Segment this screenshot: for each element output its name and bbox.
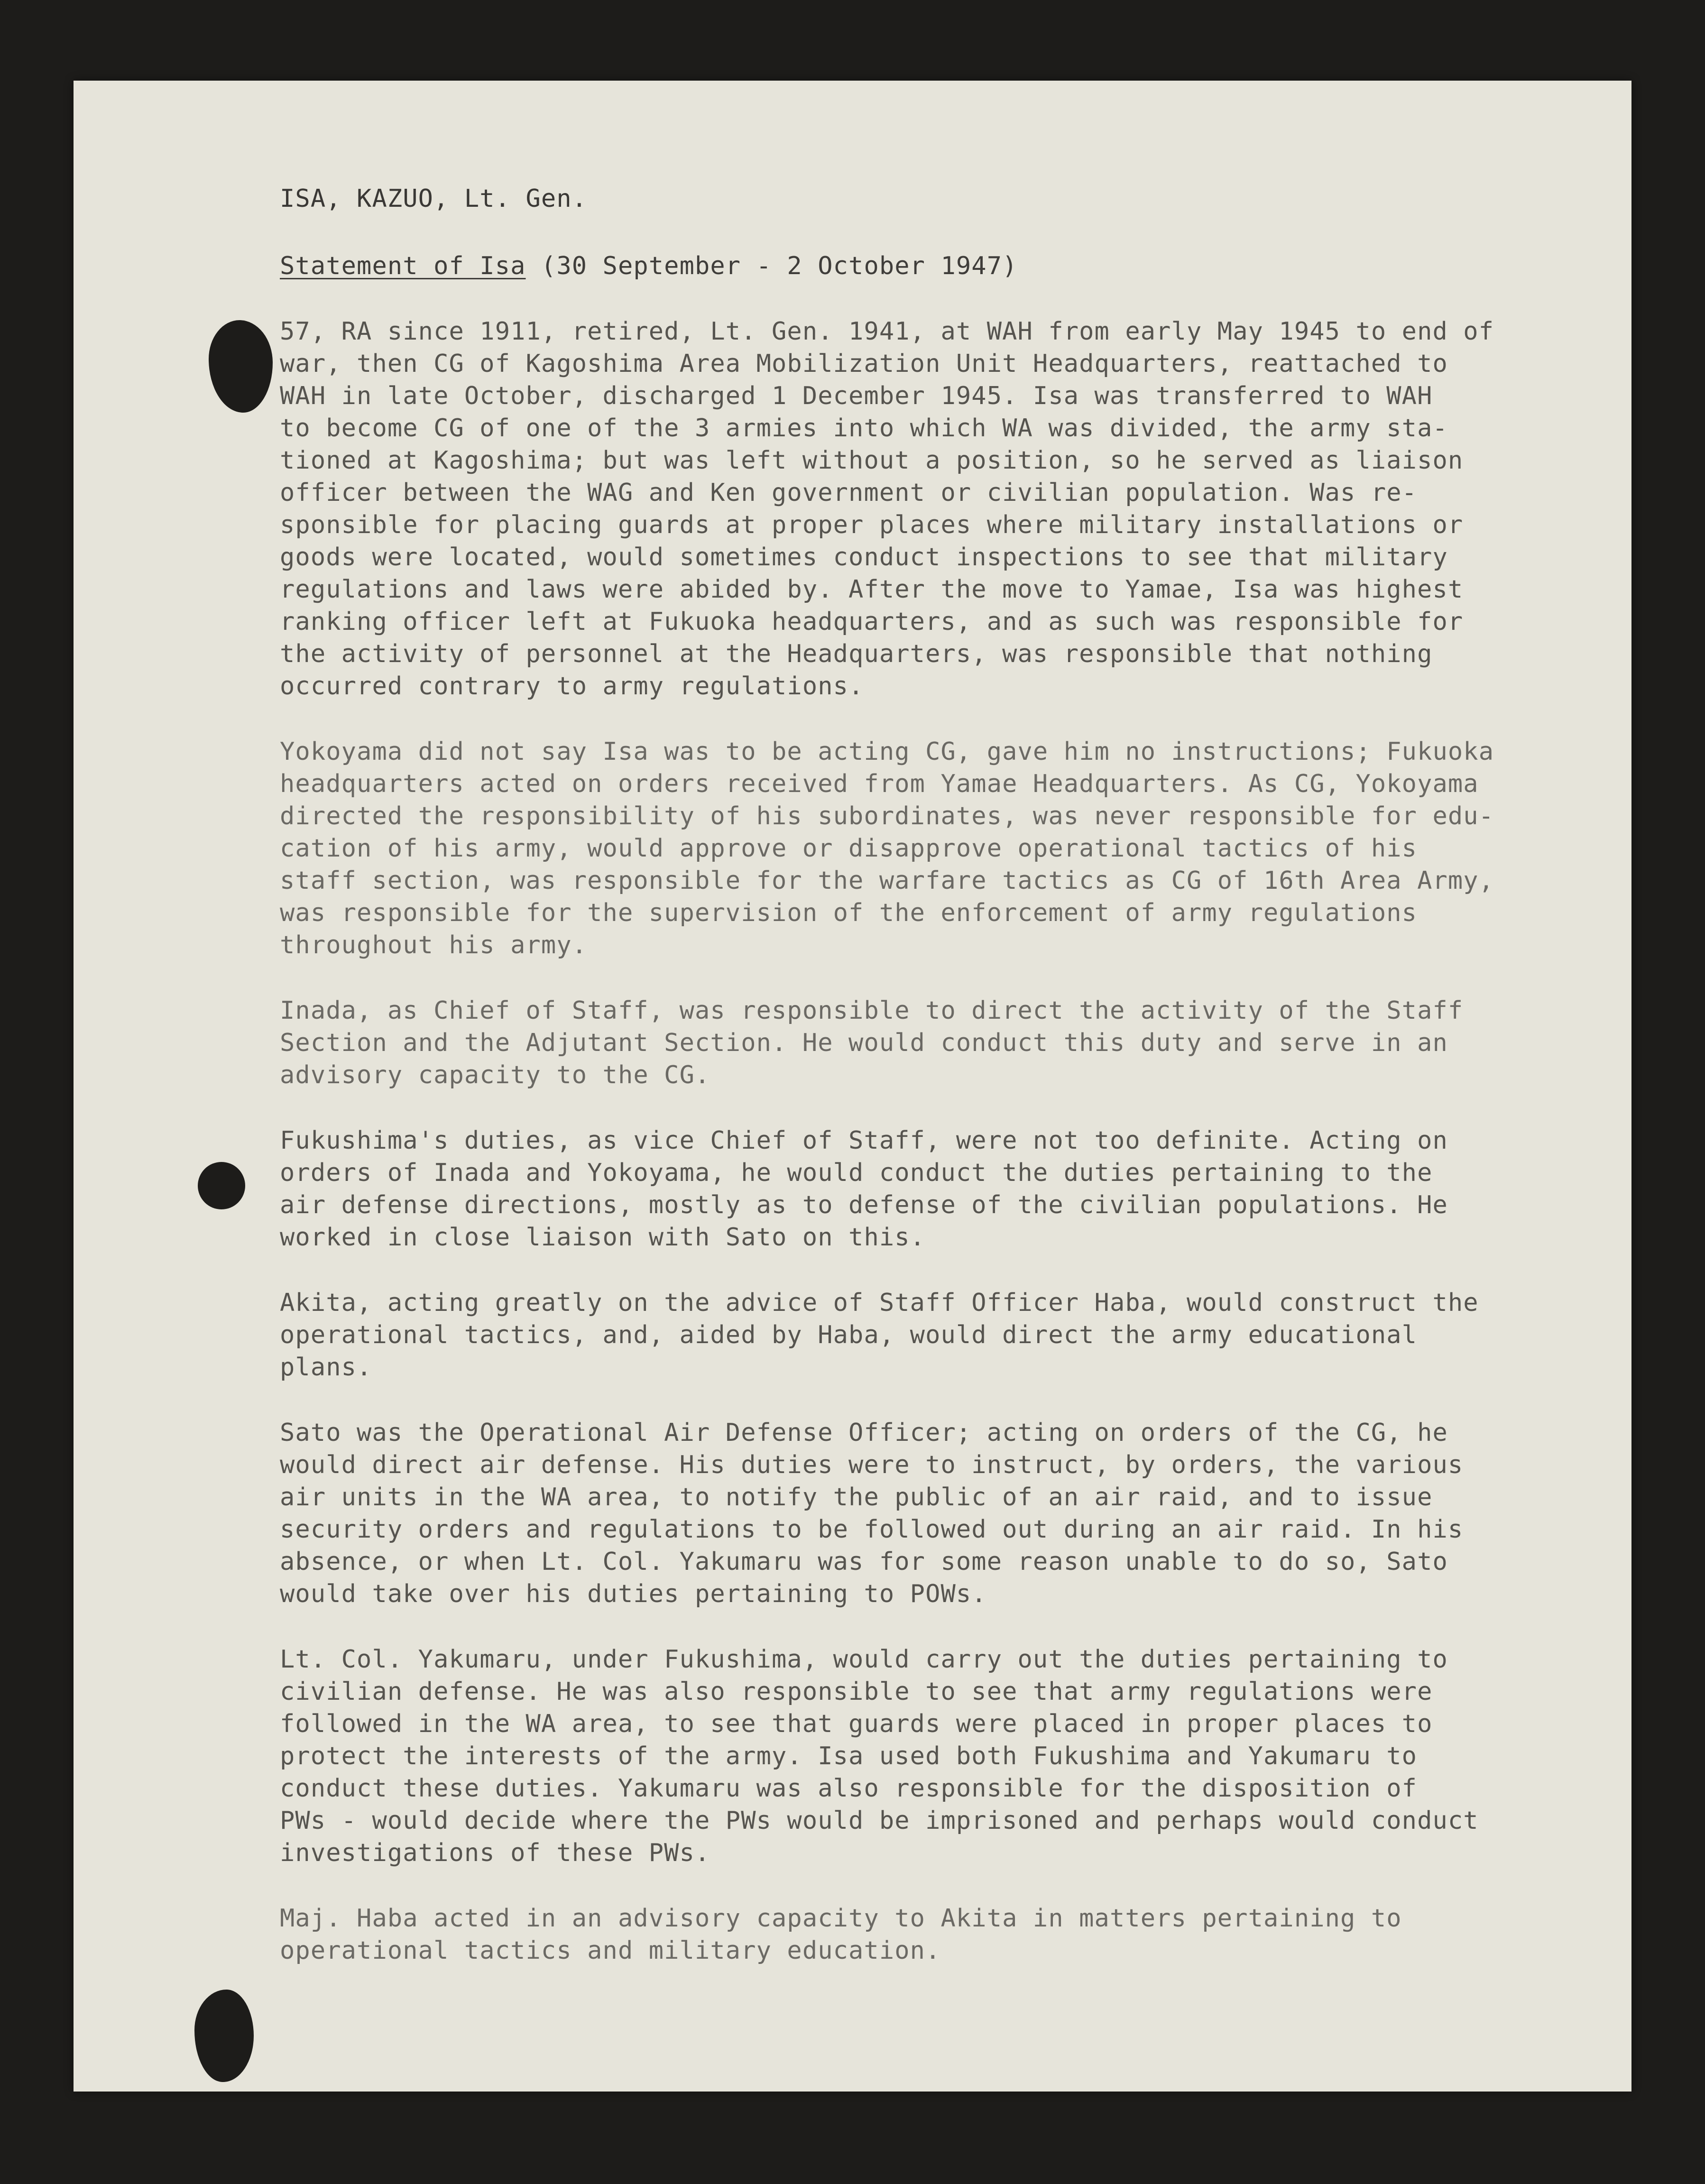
statement-title-underlined: Statement of Isa [280,252,526,280]
statement-date-range: (30 September - 2 October 1947) [525,252,1018,280]
paragraph-yakumaru: Lt. Col. Yakumaru, under Fukushima, would carry out the duties pertaining to civilian defense. He was also responsible to see that army regulations were followed in the WA area, to see that guards were placed in proper places to protect the interests of the army. Isa used both Fukushima and Yakumaru to conduct these duties. Yakumaru was also responsible for the disposition of PWs - would decide where the PWs would be imprisoned and perhaps would conduct investigations of these PWs. [280,1645,1479,1867]
punch-hole-top [209,320,273,413]
statement-title [280,250,1560,282]
document-body [280,183,1560,1967]
document-heading: ISA, KAZUO, Lt. Gen. [280,184,588,213]
paragraph-akita: Akita, acting greatly on the advice of Staff Officer Haba, would construct the operational tactics, and, aided by Haba, would direct the army educational plans. [280,1289,1479,1382]
paragraph-inada: Inada, as Chief of Staff, was responsible to direct the activity of the Staff Section and the Adjutant Section. He would conduct this duty and serve in an advisory capacity to the CG. [280,996,1464,1089]
paragraph-fukushima: Fukushima's duties, as vice Chief of Staff, were not too definite. Acting on orders of Inada and Yokoyama, he would conduct the duties pertaining to the air defense directions, mostly as to defense of the civilian populations. He worked in close liaison with Sato on this. [280,1126,1448,1252]
paragraph-haba: Maj. Haba acted in an advisory capacity to Akita in matters pertaining to operational tactics and military education. [280,1904,1402,1965]
punch-hole-middle [198,1162,245,1209]
paragraph-yokoyama: Yokoyama did not say Isa was to be acting CG, gave him no instructions; Fukuoka headquarters acted on orders received from Yamae Headquarters. As CG, Yokoyama directed the responsibility of his subordinates, was never responsible for edu- cation of his army, would approve or disapprove operational tactics of his staff section, was responsible for the warfare tactics as CG of 16th Area Army, was responsible for the supervision of the enforcement of army regulations throughout his army. [280,737,1494,959]
paragraph-isa-background: 57, RA since 1911, retired, Lt. Gen. 1941, at WAH from early May 1945 to end of war, then CG of Kagoshima Area Mobilization Unit Headquarters, reattached to WAH in late October, discharged 1 December 1945. Isa was transferred to WAH to become CG of one of the 3 armies into which WA was divided, the army sta- tioned at Kagoshima; but was left without a position, so he served as liaison officer between the WAG and Ken government or civilian population. Was re- sponsible for placing guards at proper places where military installations or goods were located, would sometimes conduct inspections to see that military regulations and laws were abided by. After the move to Yamae, Isa was highest ranking officer left at Fukuoka headquarters, and as such was responsible for the activity of personnel at the Headquarters, was responsible that nothing occurred contrary to army regulations. [280,317,1494,700]
punch-hole-bottom [194,1990,254,2082]
paragraph-sato: Sato was the Operational Air Defense Officer; acting on orders of the CG, he would direct air defense. His duties were to instruct, by orders, the various air units in the WA area, to notify the public of an air raid, and to issue security orders and regulations to be followed out during an air raid. In his absence, or when Lt. Col. Yakumaru was for some reason unable to do so, Sato would take over his duties pertaining to POWs. [280,1419,1464,1608]
